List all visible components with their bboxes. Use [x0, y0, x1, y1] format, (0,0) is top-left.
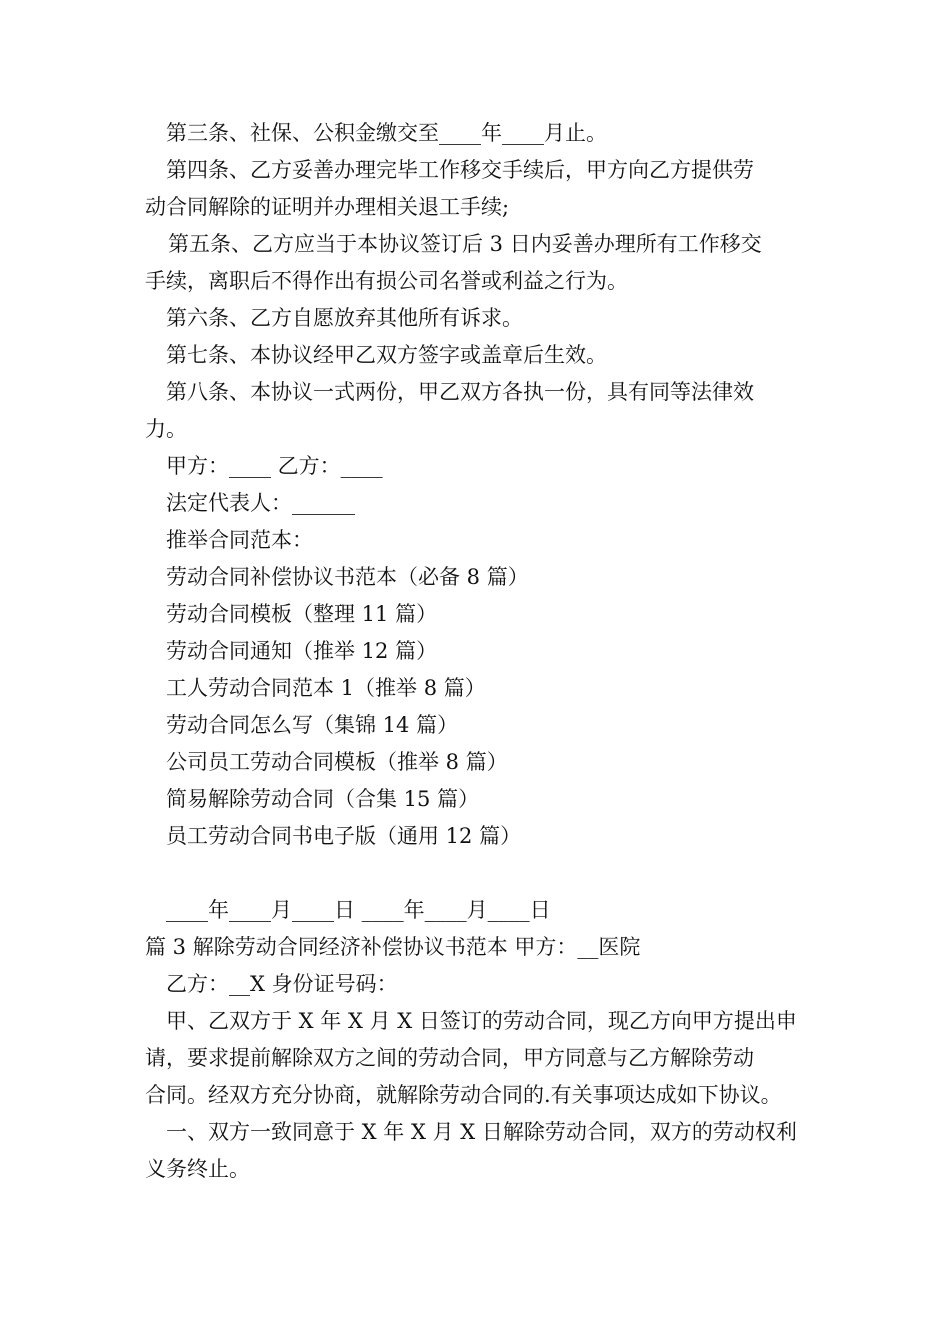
- article-1-line-1: 一、双方一致同意于 X 年 X 月 X 日解除劳动合同，双方的劳动权利: [166, 1120, 797, 1144]
- document-body: [145, 115, 817, 1188]
- preamble-line-2: 请，要求提前解除双方之间的劳动合同，甲方同意与乙方解除劳动: [145, 1046, 754, 1070]
- preamble-line-1: 甲、乙双方于 X 年 X 月 X 日签订的劳动合同，现乙方向甲方提出申: [166, 1009, 797, 1033]
- section-3-title: 篇 3 解除劳动合同经济补偿协议书范本 甲方：__医院: [145, 935, 641, 959]
- preamble-line-3: 合同。经双方充分协商，就解除劳动合同的.有关事项达成如下协议。: [145, 1083, 782, 1107]
- signature-dates: ____年____月____日 ____年____月____日: [166, 898, 551, 922]
- clause-5-line-2: 手续，离职后不得作出有损公司名誉或利益之行为。: [145, 269, 628, 293]
- clause-8-line-1: 第八条、本协议一式两份，甲乙双方各执一份，具有同等法律效: [166, 380, 754, 404]
- recommended-heading: 推举合同范本：: [166, 528, 313, 552]
- clause-7: 第七条、本协议经甲乙双方签字或盖章后生效。: [166, 343, 607, 367]
- clause-4-line-2: 动合同解除的证明并办理相关退工手续;: [145, 195, 510, 219]
- article-1-line-2: 义务终止。: [145, 1157, 250, 1181]
- blank-line: [145, 855, 817, 892]
- clause-5-line-1: 第五条、乙方应当于本协议签订后 3 日内妥善办理所有工作移交: [168, 232, 762, 256]
- clause-8-line-2: 力。: [145, 417, 187, 441]
- recommended-item: 劳动合同模板（整理 11 篇）: [166, 602, 438, 626]
- recommended-item: 劳动合同通知（推举 12 篇）: [166, 639, 438, 663]
- legal-representative: 法定代表人：______: [166, 491, 355, 515]
- recommended-item: 工人劳动合同范本 1（推举 8 篇）: [166, 676, 486, 700]
- recommended-item: 公司员工劳动合同模板（推举 8 篇）: [166, 750, 508, 774]
- clause-6: 第六条、乙方自愿放弃其他所有诉求。: [166, 306, 523, 330]
- party-b-id: 乙方：__X 身份证号码：: [166, 972, 398, 996]
- recommended-item: 简易解除劳动合同（合集 15 篇）: [166, 787, 480, 811]
- clause-3: 第三条、社保、公积金缴交至____年____月止。: [166, 121, 607, 145]
- recommended-item: 劳动合同怎么写（集锦 14 篇）: [166, 713, 459, 737]
- party-signatures: 甲方：____ 乙方：____: [166, 454, 383, 478]
- clause-4-line-1: 第四条、乙方妥善办理完毕工作移交手续后，甲方向乙方提供劳: [166, 158, 754, 182]
- recommended-item: 员工劳动合同书电子版（通用 12 篇）: [166, 824, 522, 848]
- recommended-item: 劳动合同补偿协议书范本（必备 8 篇）: [166, 565, 529, 589]
